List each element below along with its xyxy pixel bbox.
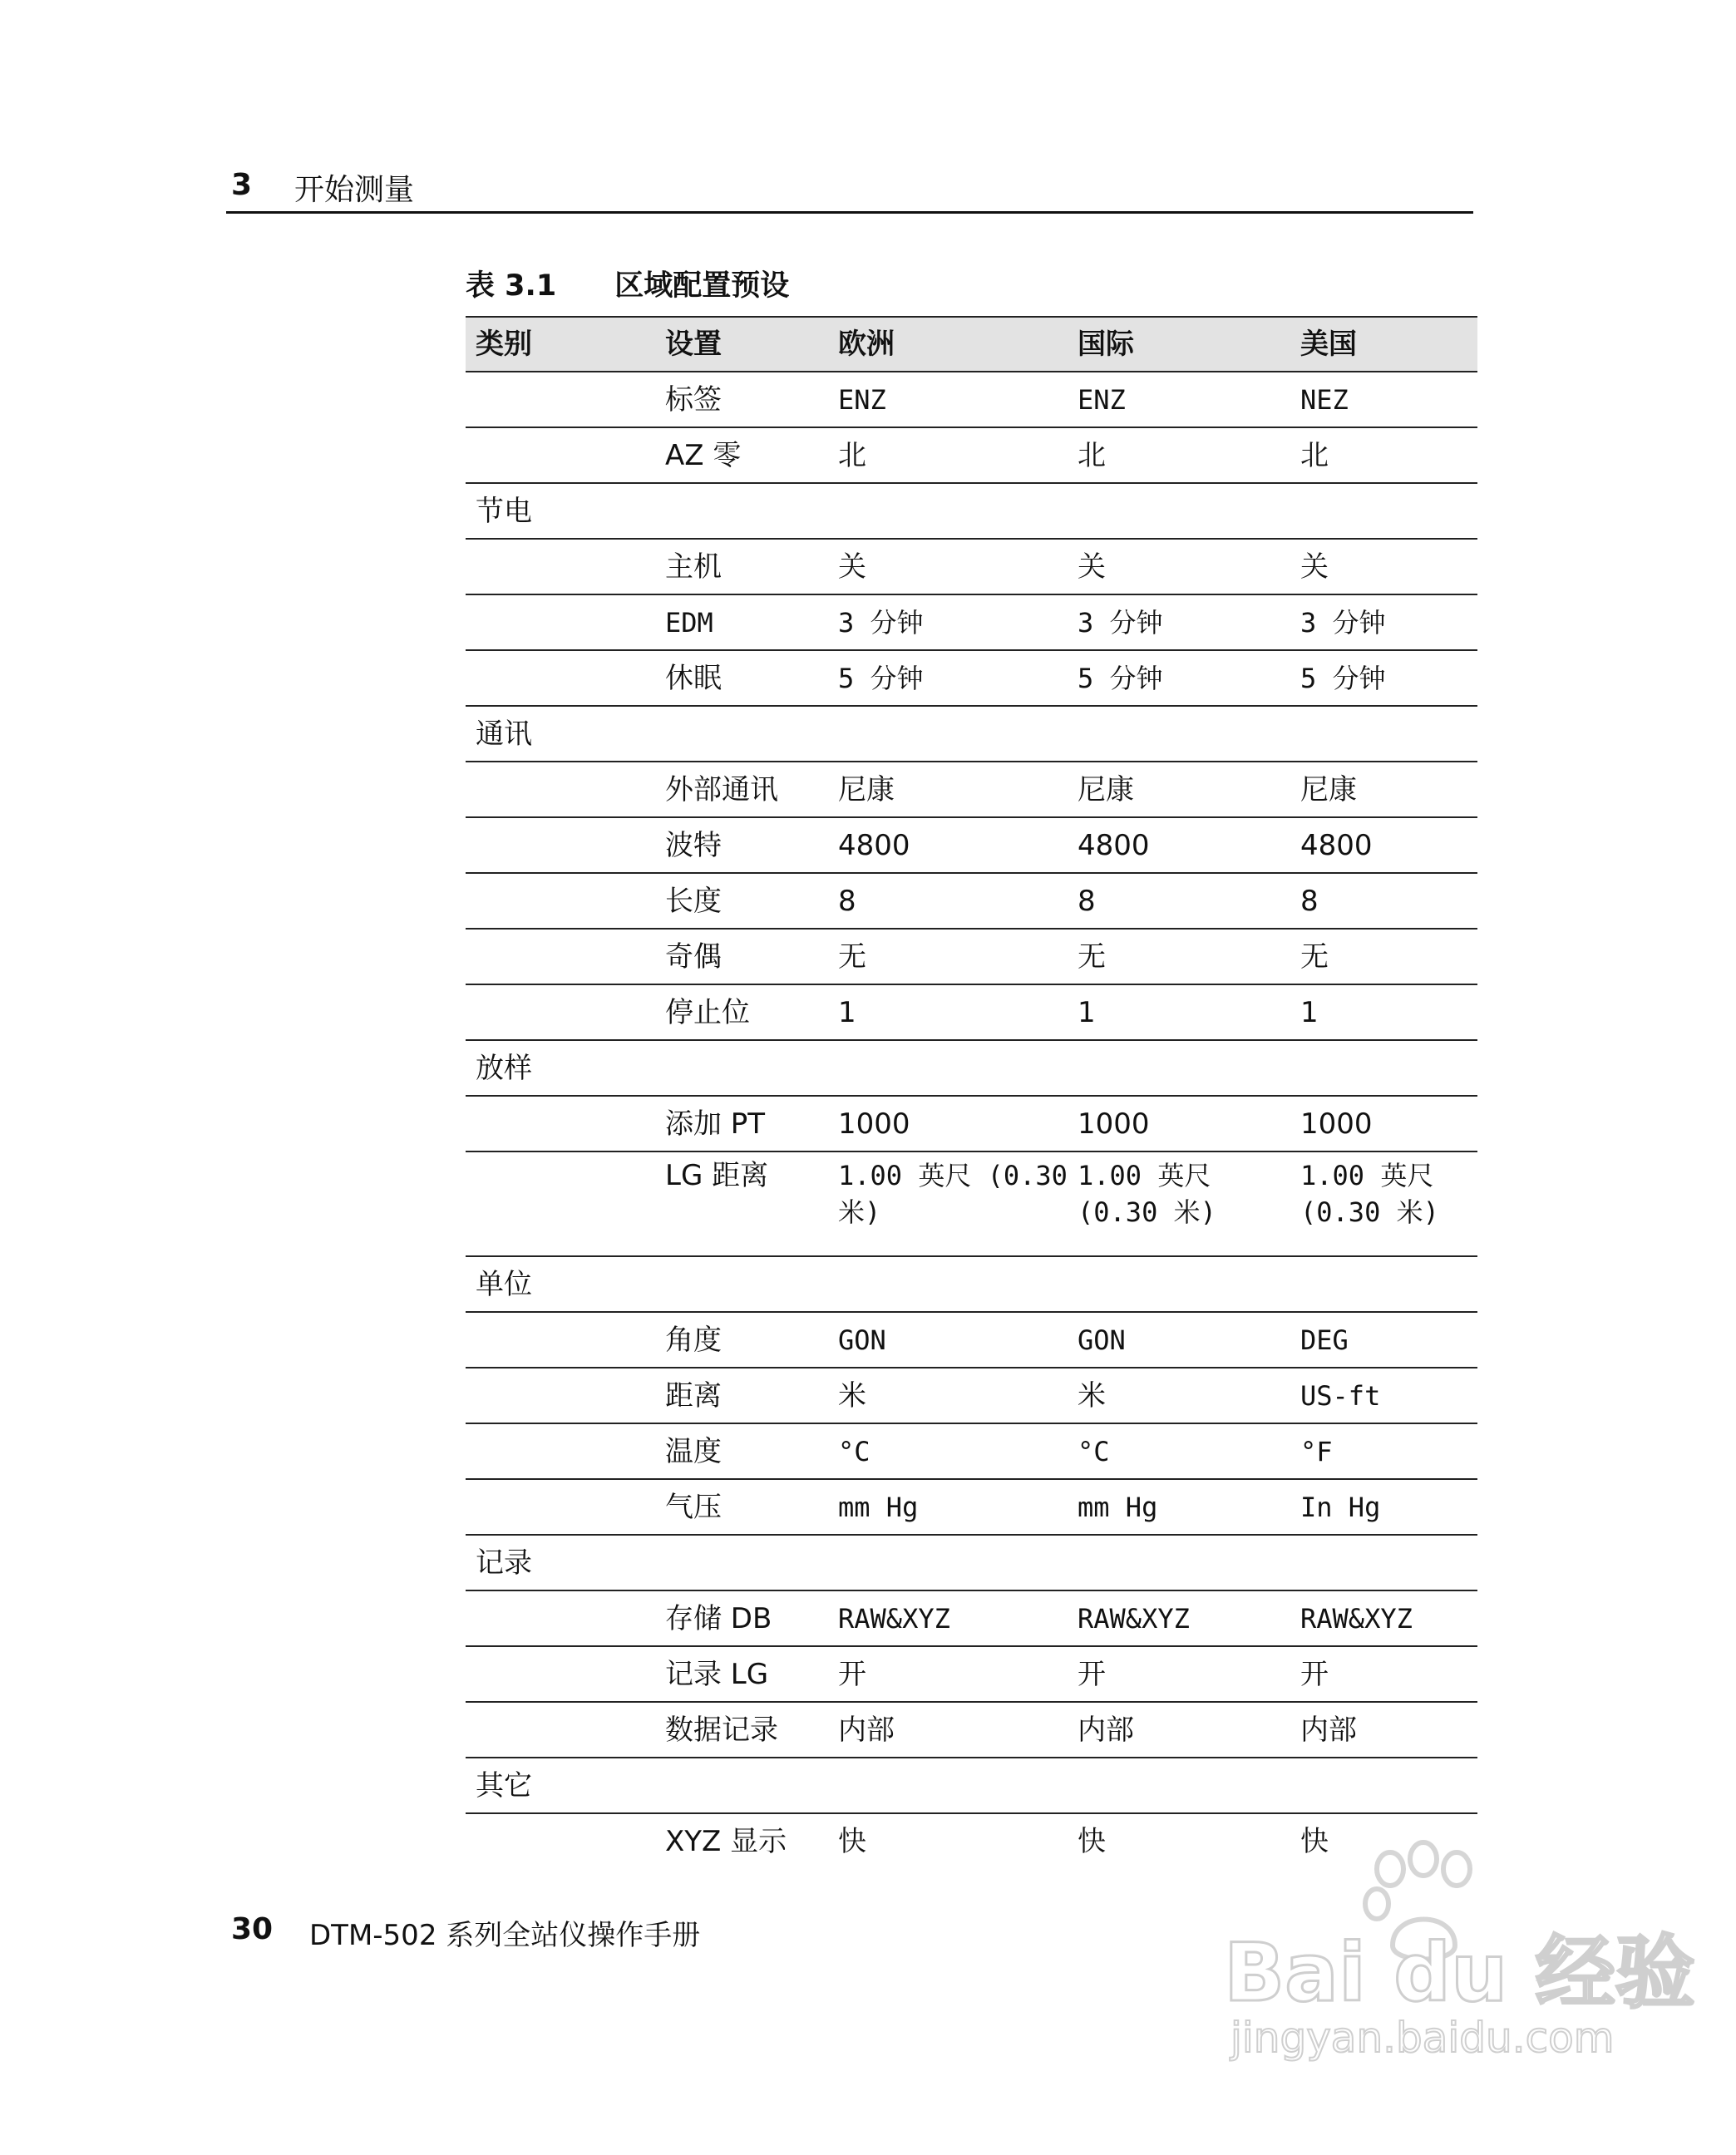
- table-row: [466, 1040, 1477, 1096]
- table-cell: [828, 1535, 1068, 1590]
- table-cell: 尼康: [1290, 762, 1477, 817]
- table-cell: [466, 1312, 655, 1368]
- table-cell: [655, 1256, 828, 1312]
- table-cell: 快: [1300, 1824, 1329, 1858]
- table-cell: 停止位: [655, 984, 828, 1040]
- table-cell: 放样: [466, 1040, 655, 1096]
- table-row: [466, 594, 1477, 650]
- table-row: [466, 1256, 1477, 1312]
- table-cell: 1000: [1068, 1096, 1290, 1151]
- column-header-category: 类别: [466, 317, 655, 372]
- table-cell: 单位: [466, 1256, 655, 1312]
- table-cell: 外部通讯: [655, 762, 828, 817]
- table-cell: [655, 1758, 828, 1813]
- table-cell: 开: [1290, 1646, 1477, 1702]
- table-cell: NEZ: [1290, 372, 1477, 427]
- chapter-title: 开始测量: [294, 173, 415, 207]
- table-cell: 长度: [655, 873, 828, 929]
- table-row: [466, 650, 1477, 706]
- column-header-europe: 欧洲: [828, 317, 1068, 372]
- table-cell: [828, 706, 1068, 762]
- table-cell: 4800: [1068, 817, 1290, 873]
- table-cell: [1068, 1040, 1290, 1096]
- table-cell: 记录 LG: [655, 1646, 828, 1702]
- table-row: [466, 1479, 1477, 1535]
- table-row: [466, 539, 1477, 594]
- table-cell: GON: [828, 1312, 1068, 1368]
- table-cell: [1068, 1535, 1290, 1590]
- table-cell: [466, 427, 655, 483]
- table-cell: 5 分钟: [1290, 650, 1477, 706]
- table-cell: 休眠: [655, 650, 828, 706]
- table-cell: 开: [828, 1646, 1068, 1702]
- table-cell: 5 分钟: [828, 650, 1068, 706]
- table-row: [466, 483, 1477, 539]
- table-cell: RAW&XYZ: [828, 1590, 1068, 1646]
- table-cell: [466, 1096, 655, 1151]
- table-cell: LG 距离: [655, 1151, 828, 1256]
- table-cell: mm Hg: [1068, 1479, 1290, 1535]
- table-cell: 数据记录: [655, 1702, 828, 1758]
- table-cell: [1068, 706, 1290, 762]
- table-cell: 北: [1290, 427, 1477, 483]
- table-cell: ENZ: [1068, 372, 1290, 427]
- table-cell: 标签: [655, 372, 828, 427]
- table-cell: 5 分钟: [1068, 650, 1290, 706]
- table-cell: EDM: [655, 594, 828, 650]
- table-cell: 米: [828, 1368, 1068, 1423]
- table-row: [466, 1702, 1477, 1758]
- table-cell: [466, 372, 655, 427]
- table-row: [466, 984, 1477, 1040]
- table-cell: 关: [1290, 539, 1477, 594]
- table-cell: In Hg: [1290, 1479, 1477, 1535]
- table-cell: 尼康: [828, 762, 1068, 817]
- table-cell: 内部: [828, 1702, 1068, 1758]
- table-cell: [466, 1368, 655, 1423]
- table-cell: [655, 1535, 828, 1590]
- column-header-international: 国际: [1068, 317, 1290, 372]
- column-header-setting: 设置: [655, 317, 828, 372]
- table-cell: [466, 594, 655, 650]
- table-cell: 1: [828, 984, 1068, 1040]
- table-cell: 距离: [655, 1368, 828, 1423]
- table-row: [466, 1423, 1477, 1479]
- table-cell: 尼康: [1068, 762, 1290, 817]
- table-caption: [466, 263, 789, 304]
- table-row: [466, 762, 1477, 817]
- table-cell: [1290, 483, 1477, 539]
- table-cell: mm Hg: [828, 1479, 1068, 1535]
- table-cell: [1068, 1758, 1290, 1813]
- table-cell: 1.00 英尺 (0.30 米): [828, 1151, 1068, 1256]
- table-cell: [466, 762, 655, 817]
- table-cell: 波特: [655, 817, 828, 873]
- table-cell: [828, 1758, 1068, 1813]
- baidu-jingyan-watermark: [1214, 1837, 1695, 2062]
- table-cell: [828, 1256, 1068, 1312]
- table-header-row: [466, 317, 1477, 372]
- regional-preset-table: [466, 316, 1477, 1868]
- chapter-number: 3: [231, 168, 253, 202]
- table-cell: RAW&XYZ: [1290, 1590, 1477, 1646]
- table-cell: [466, 539, 655, 594]
- table-cell: 快: [838, 1824, 866, 1858]
- page-header: [226, 163, 1473, 214]
- table-cell: 其它: [466, 1758, 655, 1813]
- table-cell: 温度: [655, 1423, 828, 1479]
- table-row: [466, 1758, 1477, 1813]
- table-cell: 1: [1290, 984, 1477, 1040]
- table-cell: [1290, 1040, 1477, 1096]
- table-cell: [466, 1813, 655, 1868]
- table-cell: °C: [1068, 1423, 1290, 1479]
- table-cell: [466, 1702, 655, 1758]
- table-cell: [1068, 483, 1290, 539]
- table-cell: [1068, 1256, 1290, 1312]
- table-cell: 4800: [1290, 817, 1477, 873]
- table-cell: 奇偶: [655, 929, 828, 984]
- column-header-usa: 美国: [1290, 317, 1477, 372]
- watermark-url: jingyan.baidu.com: [1230, 2014, 1615, 2062]
- table-cell: [466, 929, 655, 984]
- table-row: [466, 929, 1477, 984]
- table-row: [466, 706, 1477, 762]
- table-title: 区域配置预设: [614, 269, 790, 303]
- table-cell: [466, 984, 655, 1040]
- table-cell: [466, 1151, 655, 1256]
- table-cell: 添加 PT: [655, 1096, 828, 1151]
- table-cell: 1: [1068, 984, 1290, 1040]
- table-cell: [1290, 1256, 1477, 1312]
- table-cell: [1290, 1535, 1477, 1590]
- table-cell: [655, 1040, 828, 1096]
- table-row: [466, 1646, 1477, 1702]
- table-cell: 无: [828, 929, 1068, 984]
- book-title: DTM-502 系列全站仪操作手册: [309, 1919, 701, 1952]
- table-cell: 通讯: [466, 706, 655, 762]
- table-cell: 1000: [1290, 1096, 1477, 1151]
- table-cell: 无: [1068, 929, 1290, 984]
- table-cell: 气压: [655, 1479, 828, 1535]
- table-cell: °C: [828, 1423, 1068, 1479]
- table-cell: [466, 1479, 655, 1535]
- table-row: [466, 427, 1477, 483]
- table-cell: [655, 706, 828, 762]
- table-cell: 3 分钟: [828, 594, 1068, 650]
- table-cell: 8: [1290, 873, 1477, 929]
- table-cell: 内部: [1290, 1702, 1477, 1758]
- table-cell: [466, 1423, 655, 1479]
- table-cell: [466, 873, 655, 929]
- table-cell: 3 分钟: [1290, 594, 1477, 650]
- table-cell: 8: [1068, 873, 1290, 929]
- table-cell: 角度: [655, 1312, 828, 1368]
- table-cell: 快: [1078, 1824, 1106, 1858]
- table-row: [466, 1151, 1477, 1256]
- table-cell: [655, 483, 828, 539]
- table-cell: [466, 817, 655, 873]
- table-number: 表 3.1: [466, 269, 557, 303]
- table-cell: XYZ 显示: [665, 1824, 787, 1858]
- table-cell: 记录: [466, 1535, 655, 1590]
- table-row: [466, 1535, 1477, 1590]
- table-row: [466, 817, 1477, 873]
- table-cell: 8: [828, 873, 1068, 929]
- table-row: [466, 1096, 1477, 1151]
- table-cell: [1290, 1758, 1477, 1813]
- table-cell: 主机: [655, 539, 828, 594]
- table-cell: 米: [1068, 1368, 1290, 1423]
- table-cell: AZ 零: [655, 427, 828, 483]
- table-cell: [466, 650, 655, 706]
- table-cell: 无: [1290, 929, 1477, 984]
- page-number: 30: [231, 1912, 274, 1946]
- table-cell: 1.00 英尺 (0.30 米): [1290, 1151, 1477, 1256]
- table-cell: 存储 DB: [655, 1590, 828, 1646]
- table-cell: ENZ: [828, 372, 1068, 427]
- table-cell: 关: [1068, 539, 1290, 594]
- table-row: [466, 1590, 1477, 1646]
- table-cell: 关: [828, 539, 1068, 594]
- table-cell: 1000: [828, 1096, 1068, 1151]
- table-cell: 节电: [466, 483, 655, 539]
- table-row: [466, 1312, 1477, 1368]
- table-cell: GON: [1068, 1312, 1290, 1368]
- table-cell: US-ft: [1290, 1368, 1477, 1423]
- table-cell: °F: [1290, 1423, 1477, 1479]
- table-cell: [828, 1040, 1068, 1096]
- table-cell: [466, 1590, 655, 1646]
- table-cell: 北: [828, 427, 1068, 483]
- table-cell: 4800: [828, 817, 1068, 873]
- table-cell: 内部: [1068, 1702, 1290, 1758]
- table-cell: [466, 1646, 655, 1702]
- table-row: [466, 372, 1477, 427]
- table-cell: [828, 483, 1068, 539]
- table-cell: 1.00 英尺 (0.30 米): [1068, 1151, 1290, 1256]
- table-cell: 开: [1068, 1646, 1290, 1702]
- table-cell: 3 分钟: [1068, 594, 1290, 650]
- table-cell: DEG: [1290, 1312, 1477, 1368]
- table-cell: RAW&XYZ: [1068, 1590, 1290, 1646]
- table-cell: 北: [1068, 427, 1290, 483]
- watermark-brand: Bai du 经验: [1224, 1926, 1695, 2019]
- table-row: [466, 1368, 1477, 1423]
- table-cell: [1290, 706, 1477, 762]
- table-row: [466, 873, 1477, 929]
